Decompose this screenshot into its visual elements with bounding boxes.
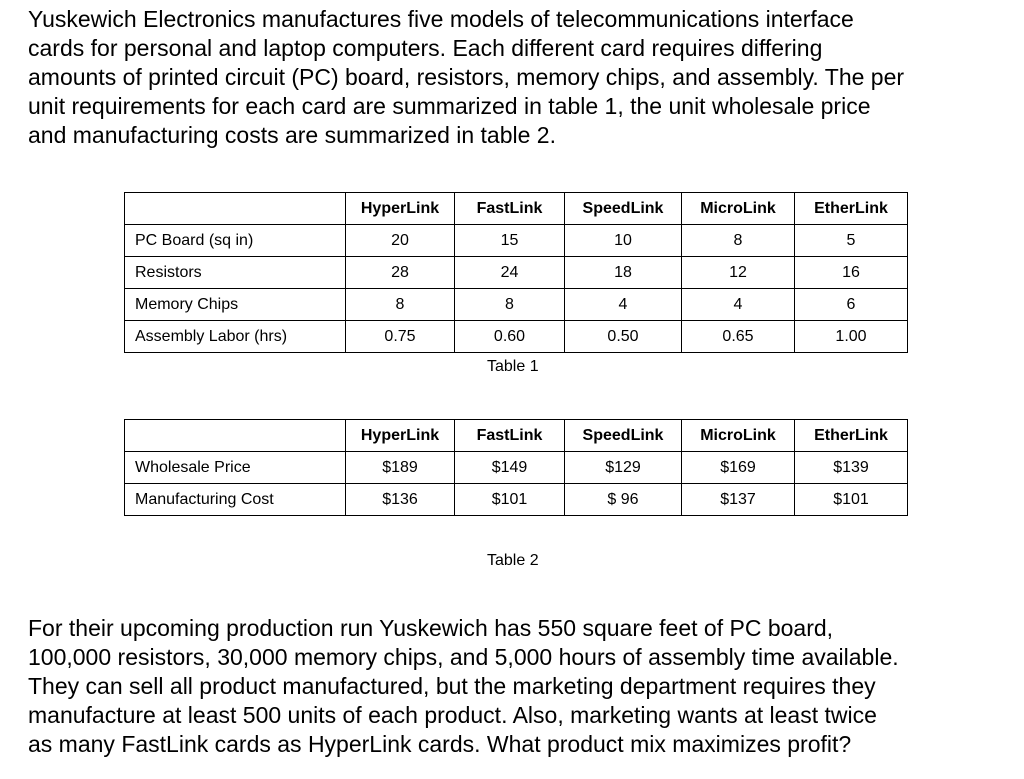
table-cell: 4: [682, 289, 795, 321]
question-paragraph: [28, 614, 1013, 759]
table-cell: 0.50: [565, 321, 682, 353]
table-cell: $149: [455, 452, 565, 484]
question-line: manufacture at least 500 units of each product. Also, marketing wants at least twice: [28, 702, 877, 728]
column-header: EtherLink: [795, 193, 908, 225]
question-line: They can sell all product manufactured, but the marketing department requires they: [28, 673, 876, 699]
intro-line: unit requirements for each card are summarized in table 1, the unit wholesale price: [28, 93, 871, 119]
column-header: HyperLink: [346, 420, 455, 452]
table-cell: $101: [455, 484, 565, 516]
table-cell: 0.75: [346, 321, 455, 353]
question-line: 100,000 resistors, 30,000 memory chips, and 5,000 hours of assembly time available.: [28, 644, 899, 670]
table-corner-cell: [125, 420, 346, 452]
table-row: [125, 257, 908, 289]
table-row: [125, 225, 908, 257]
table-corner-cell: [125, 193, 346, 225]
table-row: [125, 321, 908, 353]
row-label: PC Board (sq in): [125, 225, 346, 257]
row-label: Assembly Labor (hrs): [125, 321, 346, 353]
table-cell: $129: [565, 452, 682, 484]
intro-line: amounts of printed circuit (PC) board, resistors, memory chips, and assembly. The per: [28, 64, 905, 90]
table-cell: $139: [795, 452, 908, 484]
table-cell: 15: [455, 225, 565, 257]
table-cell: 6: [795, 289, 908, 321]
column-header: FastLink: [455, 193, 565, 225]
intro-paragraph: [28, 5, 1013, 150]
column-header: FastLink: [455, 420, 565, 452]
column-header: HyperLink: [346, 193, 455, 225]
table-cell: $136: [346, 484, 455, 516]
table-header-row: [125, 420, 908, 452]
question-line: For their upcoming production run Yuskewich has 550 square feet of PC board,: [28, 615, 834, 641]
table-cell: 0.60: [455, 321, 565, 353]
table-cell: $101: [795, 484, 908, 516]
row-label: Resistors: [125, 257, 346, 289]
row-label: Wholesale Price: [125, 452, 346, 484]
intro-line: cards for personal and laptop computers. Each different card requires differing: [28, 35, 823, 61]
row-label: Memory Chips: [125, 289, 346, 321]
column-header: MicroLink: [682, 420, 795, 452]
table-cell: 28: [346, 257, 455, 289]
table-cell: 8: [346, 289, 455, 321]
column-header: EtherLink: [795, 420, 908, 452]
table-caption: Table 1: [487, 358, 539, 375]
table-cell: 8: [455, 289, 565, 321]
table-cell: $137: [682, 484, 795, 516]
table-cell: 4: [565, 289, 682, 321]
table-cell: 10: [565, 225, 682, 257]
table-row: [125, 289, 908, 321]
table-cell: 8: [682, 225, 795, 257]
table-cell: 18: [565, 257, 682, 289]
row-label: Manufacturing Cost: [125, 484, 346, 516]
pricing-table: [124, 419, 908, 516]
question-line: as many FastLink cards as HyperLink cards. What product mix maximizes profit?: [28, 731, 852, 757]
table-cell: 20: [346, 225, 455, 257]
intro-line: and manufacturing costs are summarized in table 2.: [28, 122, 556, 148]
table-cell: 0.65: [682, 321, 795, 353]
table-cell: 16: [795, 257, 908, 289]
table-caption: Table 2: [487, 552, 539, 569]
table-cell: 1.00: [795, 321, 908, 353]
table-row: [125, 452, 908, 484]
table-cell: $ 96: [565, 484, 682, 516]
table-cell: 12: [682, 257, 795, 289]
table-cell: $169: [682, 452, 795, 484]
column-header: MicroLink: [682, 193, 795, 225]
table-cell: 24: [455, 257, 565, 289]
column-header: SpeedLink: [565, 193, 682, 225]
intro-line: Yuskewich Electronics manufactures five models of telecommunications interface: [28, 6, 854, 32]
table-cell: 5: [795, 225, 908, 257]
table-header-row: [125, 193, 908, 225]
table-cell: $189: [346, 452, 455, 484]
column-header: SpeedLink: [565, 420, 682, 452]
requirements-table: [124, 192, 908, 353]
table-row: [125, 484, 908, 516]
